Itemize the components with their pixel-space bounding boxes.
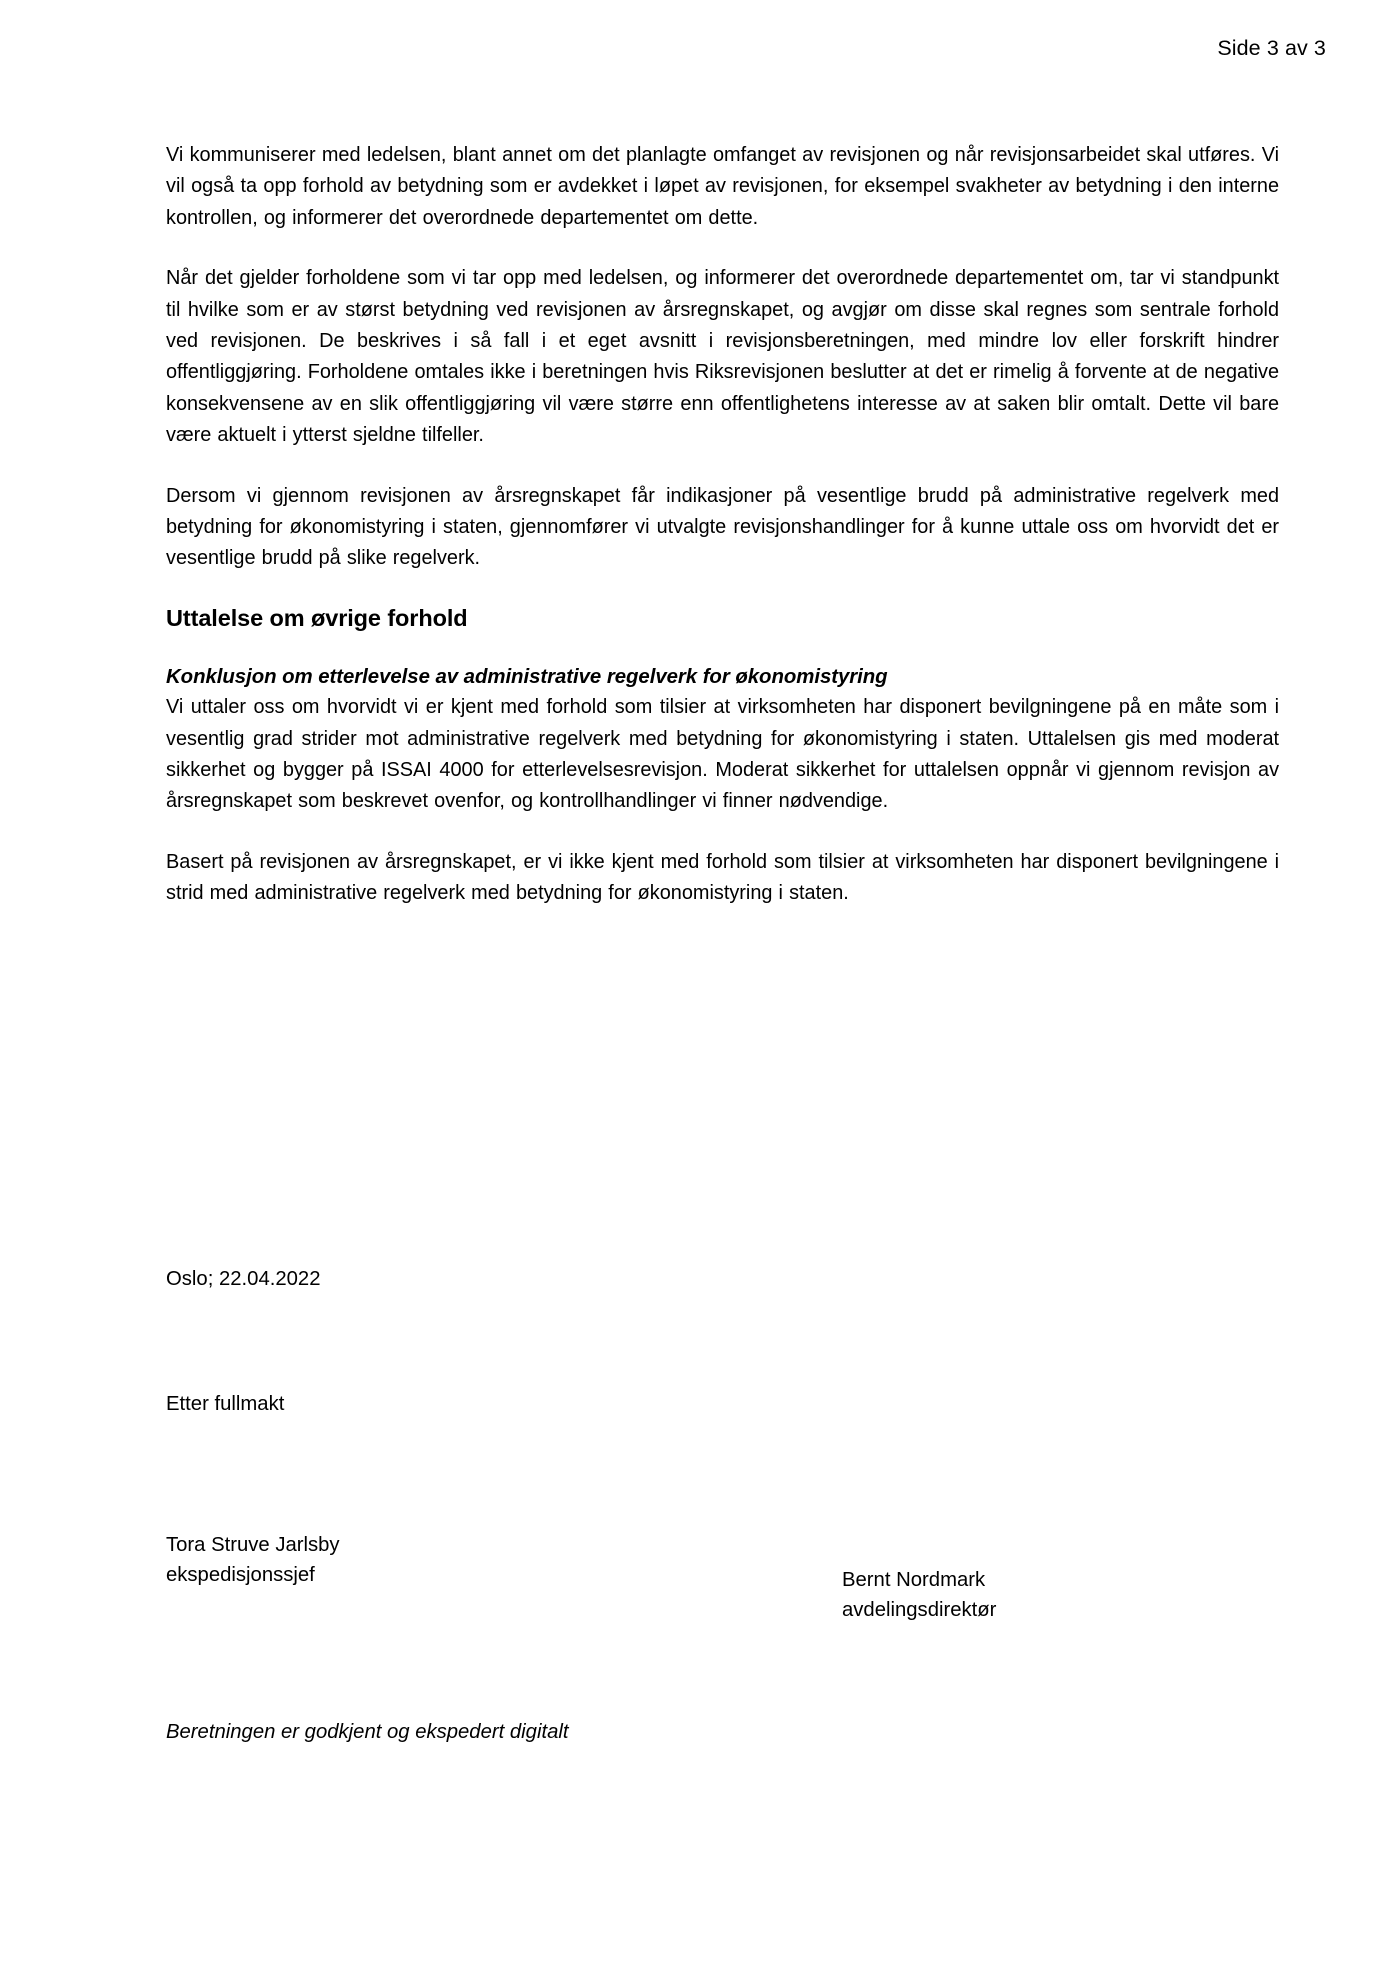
place-and-date: Oslo; 22.04.2022 — [166, 1268, 321, 1290]
signatory-right — [842, 1565, 996, 1625]
signatory-left-title: ekspedisjonssjef — [166, 1564, 315, 1586]
section-heading-other-matters: Uttalelse om øvrige forhold — [166, 604, 468, 631]
signatory-left-name: Tora Struve Jarlsby — [166, 1534, 340, 1556]
paragraph-scope-of-compliance-opinion: Vi uttaler oss om hvorvidt vi er kjent med forhold som tilsier at virksomheten har disponert bevilgningene på en måte som i vesentlig grad strider mot administrative regelverk med betydning for økonomistyring i staten. Uttalelsen gis med moderat sikkerhet og bygger på ISSAI 4000 for etterlevelsesrevisjon. Moderat sikkerhet for uttalelsen oppnår vi gjennom revisjon av årsregnskapet som beskrevet ovenfor, og kontrollhandlinger vi finner nødvendige. — [166, 696, 1280, 813]
page-number-label: Side 3 av 3 — [1217, 36, 1326, 60]
paragraph-compliance-conclusion: Basert på revisjonen av årsregnskapet, er vi ikke kjent med forhold som tilsier at virksomheten har disponert bevilgningene i strid med administrative regelverk med betydning for økonomistyring i staten. — [166, 850, 1280, 905]
subheading-compliance-conclusion: Konklusjon om etterlevelse av administrative regelverk for økonomistyring — [166, 666, 888, 689]
signatory-right-title: avdelingsdirektør — [842, 1599, 997, 1621]
signatory-left — [166, 1530, 340, 1590]
page-header — [0, 36, 1400, 62]
digital-approval-note: Beretningen er godkjent og ekspedert digitalt — [166, 1721, 569, 1743]
signatory-right-name: Bernt Nordmark — [842, 1569, 986, 1591]
paragraph-communication-with-management: Vi kommuniserer med ledelsen, blant annet om det planlagte omfanget av revisjonen og når revisjonsarbeidet skal utføres. Vi vil også ta opp forhold av betydning som er avdekket i løpet av revisjonen, for eksempel svakheter av betydning i den interne kontrollen, og informerer det overordnede departementet om dette. — [166, 144, 1280, 229]
paragraph-administrative-regulations-indications: Dersom vi gjennom revisjonen av årsregnskapet får indikasjoner på vesentlige brudd på administrative regelverk med betydning for økonomistyring i staten, gjennomfører vi utvalgte revisjonshandlinger for å kunne uttale oss om hvorvidt det er vesentlige brudd på slike regelverk. — [166, 484, 1280, 570]
authority-line: Etter fullmakt — [166, 1393, 285, 1415]
document-body — [166, 140, 1296, 910]
paragraph-key-audit-matters: Når det gjelder forholdene som vi tar opp med ledelsen, og informerer det overordnede departementet om, tar vi standpunkt til hvilke som er av størst betydning ved revisjonen av årsregnskapet, og avgjør om disse skal regnes som sentrale forhold ved revisjonen. De beskrives i så fall i et eget avsnitt i revisjonsberetningen, med mindre lov eller forskrift hindrer offentliggjøring. Forholdene omtales ikke i beretningen hvis Riksrevisjonen beslutter at det er rimelig å forvente at de negative konsekvensene av en slik offentliggjøring vil være større enn offentlighetens interesse av at saken blir omtalt. Dette vil bare være aktuelt i ytterst sjeldne tilfeller. — [166, 267, 1280, 447]
